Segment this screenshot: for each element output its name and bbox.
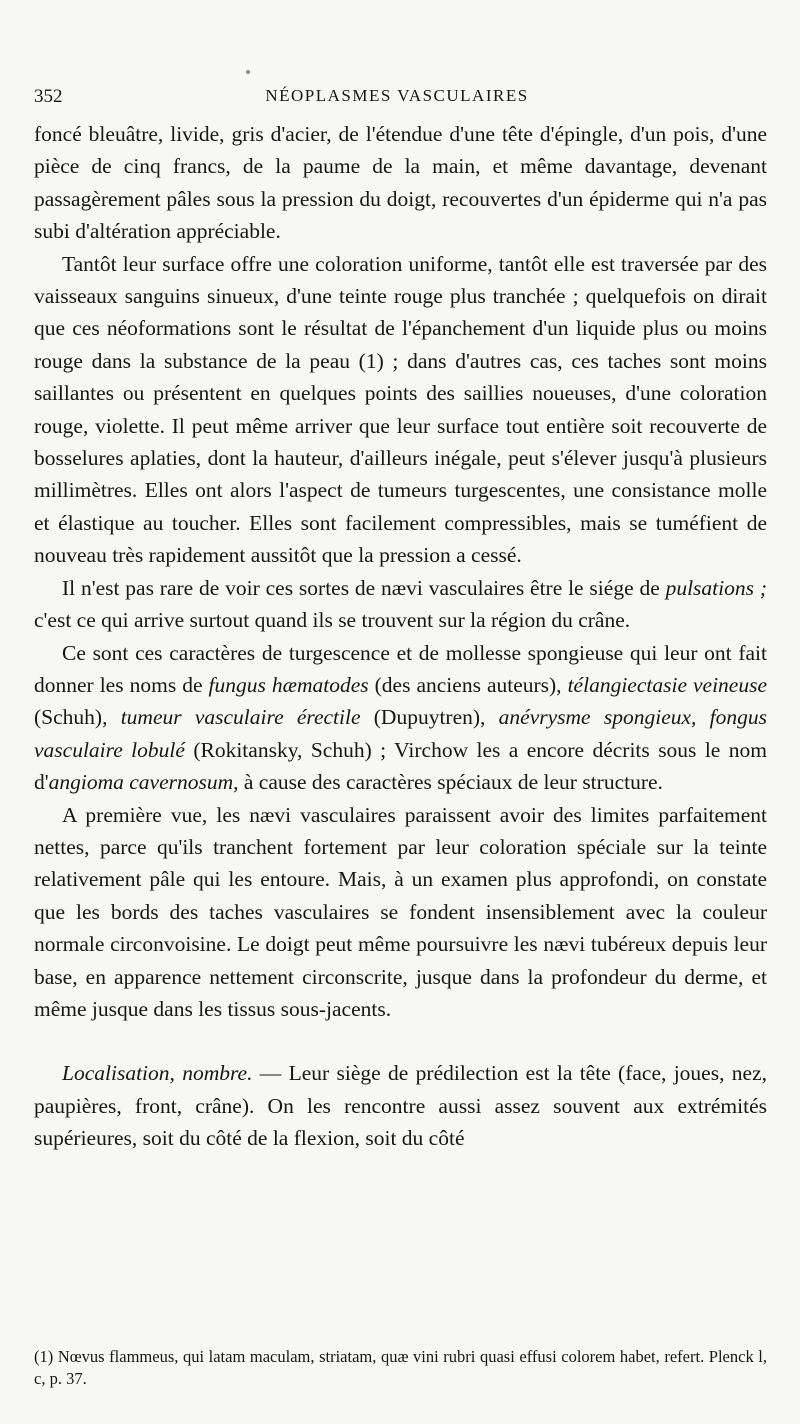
paragraph-3-text-b: c'est ce qui arrive surtout quand ils se trouvent sur la région du crâne.	[34, 608, 631, 633]
paragraph-4-italic-5: angioma cavernosum	[48, 770, 234, 795]
paragraph-5: A première vue, les nævi vasculaires paraissent avoir des limites parfaitement nettes, parce qu'ils tranchent fortement par leur coloration spéciale sur la teinte relativement pâle qui les entoure. Mais, à un examen plus approfondi, on constate que les bords des taches vasculaires se fondent insensiblement avec la couleur normale circonvoisine. Le doigt peut même poursuivre les nævi tubéreux depuis leur base, en apparence nettement circonscrite, jusque dans la profondeur du derme, et même jusque dans les tissus sous-jacents.	[34, 802, 767, 1021]
section-gap	[34, 1025, 767, 1057]
paragraph-4-italic-2: télangiectasie veineuse	[567, 672, 768, 697]
paragraph-3	[34, 572, 767, 637]
paragraph-4-text-e: (Rokitansky, Schuh) ; Virchow les a encore décrits sous le nom d'	[34, 737, 767, 795]
paragraph-4-text-d: (Dupuytren),	[360, 705, 499, 730]
paragraph-1: foncé bleuâtre, livide, gris d'acier, de l'étendue d'une tête d'épingle, d'un pois, d'une pièce de cinq francs, de la paume de la main, et même davantage, devenant passagèrement pâles sous la pression du doigt, recouvertes d'un épiderme qui n'a pas subi d'altération appréciable.	[34, 122, 767, 244]
paragraph-4	[34, 637, 767, 799]
paragraph-4-italic-4: anévrysme spongieux, fongus vasculaire lobulé	[34, 705, 767, 762]
page-header	[34, 86, 760, 112]
paragraph-4-italic-3: tumeur vasculaire érectile	[120, 705, 361, 730]
paragraph-4-italic-1: fungus hæmatodes	[208, 672, 369, 697]
paragraph-4-text-f: , à cause des caractères spéciaux de leur structure.	[233, 770, 663, 795]
paragraph-6-text: — Leur siège de prédilection est la tête (face, joues, nez, paupières, front, crâne). On les rencontre aussi assez souvent aux extrémités supérieures, soit du côté de la flexion, soit du côté	[34, 1061, 767, 1151]
body-text	[34, 118, 767, 1155]
footnote: (1) Nœvus flammeus, qui latam maculam, striatam, quæ vini rubri quasi effusi colorem habet, refert. Plenck l, c, p. 37.	[34, 1347, 767, 1388]
paragraph-3-text-a: Il n'est pas rare de voir ces sortes de nævi vasculaires être le siége de	[62, 575, 666, 600]
paragraph-4-text-b: (des anciens auteurs),	[368, 672, 568, 697]
section-heading-localisation: Localisation, nombre.	[62, 1061, 253, 1086]
paragraph-2: Tantôt leur surface offre une coloration uniforme, tantôt elle est traversée par des vaisseaux sanguins sinueux, d'une teinte rouge plus tranchée ; quelquefois on dirait que ces néoformations sont le résultat de l'épanchement d'un liquide plus ou moins rouge dans la substance de la peau (1) ; dans d'autres cas, ces taches sont moins saillantes ou présentent en quelques points des saillies noueuses, d'une coloration rouge, violette. Il peut même arriver que leur surface tout entière soit recouverte de bosselures aplaties, dont la hauteur, d'ailleurs inégale, peut s'élever jusqu'à plusieurs millimètres. Elles ont alors l'aspect de tumeurs turgescentes, une consistance molle et élastique au toucher. Elles sont facilement compressibles, mais se tuméfient de nouveau très rapidement aussitôt que la pression a cessé.	[34, 251, 767, 568]
ink-speck	[246, 70, 250, 74]
page-number: 352	[34, 86, 63, 107]
paragraph-6	[34, 1057, 767, 1154]
paragraph-3-italic: pulsations ;	[665, 575, 767, 600]
paragraph-4-text-a: Ce sont ces caractères de turgescence et de mollesse spongieuse qui leur ont fait donner les noms de	[34, 640, 767, 697]
running-title: NÉOPLASMES VASCULAIRES	[265, 86, 529, 105]
paragraph-4-text-c: (Schuh),	[34, 705, 121, 730]
